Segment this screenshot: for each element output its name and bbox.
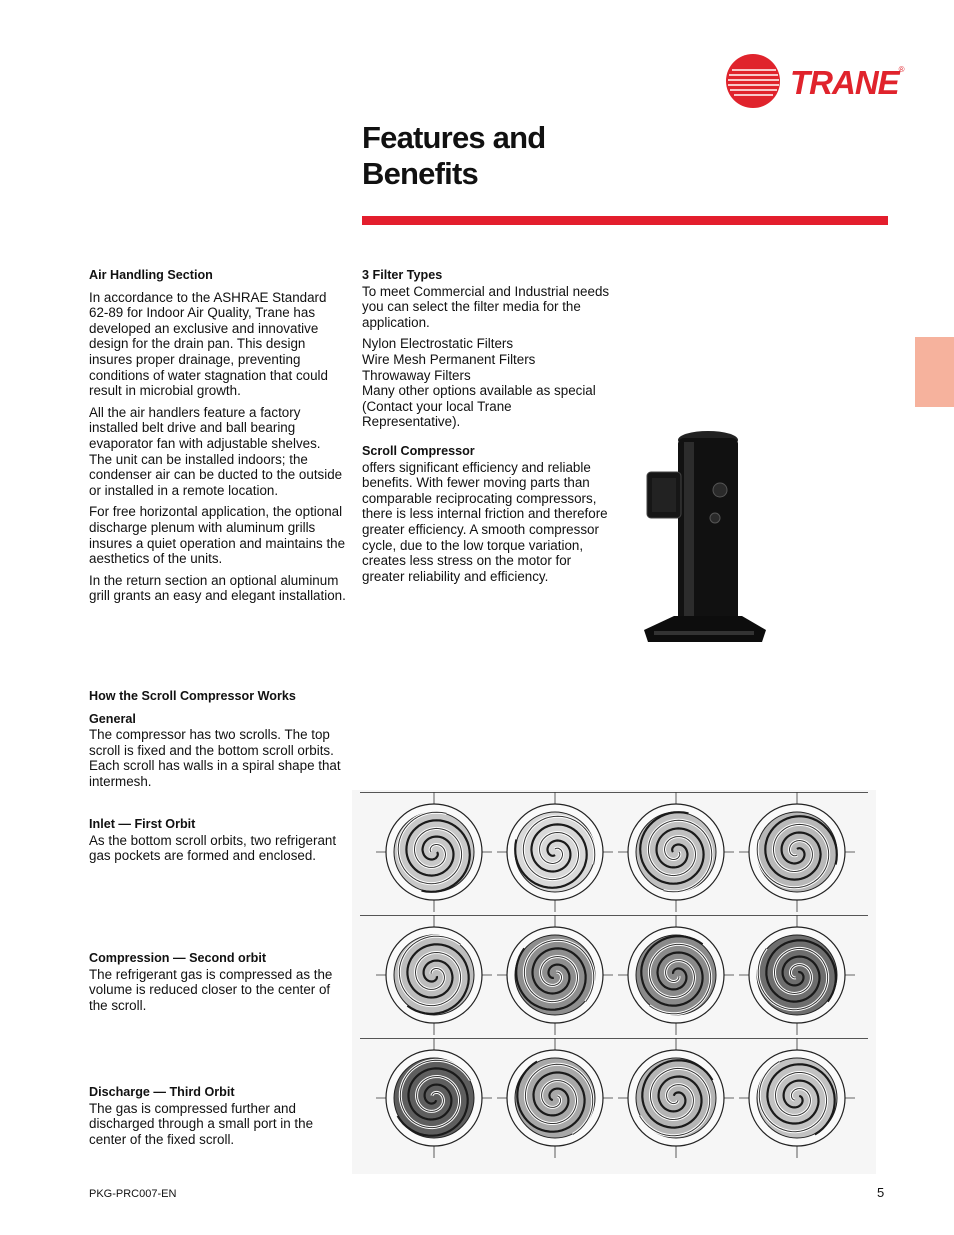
brand-wordmark: TRANE® [790, 64, 904, 101]
scroll-orbit-figure [376, 915, 492, 1035]
filter-list [362, 336, 612, 430]
scroll-orbit-figure [739, 792, 855, 912]
scroll-orbit-figure [376, 1038, 492, 1158]
scroll-orbit-figure [618, 1038, 734, 1158]
scroll-compressor-heading: Scroll Compressor [362, 443, 475, 458]
scroll-orbit-figure [618, 792, 734, 912]
step-compression [89, 951, 347, 1013]
step-heading: Inlet — First Orbit [89, 817, 196, 831]
step-heading: Compression — Second orbit [89, 951, 267, 965]
section-tab [915, 337, 954, 407]
scroll-orbit-figure [739, 915, 855, 1035]
scroll-compressor-text: offers significant efficiency and reliable benefits. With fewer moving parts than comparable reciprocating compressors, there is less internal friction and therefore greater efficiency. A smooth compressor cycle, due to the low torque variation, creates less stress on the motor for greater reliability and efficiency. [362, 459, 608, 584]
step-heading: Discharge — Third Orbit [89, 1085, 235, 1099]
filter-item: Nylon Electrostatic Filters [362, 336, 514, 352]
step-discharge [89, 1085, 347, 1147]
step-text: The refrigerant gas is compressed as the volume is reduced closer to the center of the scroll. [89, 966, 333, 1013]
page-title-line-1: Features and [362, 120, 546, 155]
page-title-line-2: Benefits [362, 156, 478, 191]
scroll-orbit-figure [497, 915, 613, 1035]
filters-heading: 3 Filter Types [362, 268, 443, 282]
filter-item: Wire Mesh Permanent Filters [362, 351, 536, 367]
filter-item: Throwaway Filters [362, 367, 471, 383]
air-handling-paragraph: All the air handlers feature a factory installed belt drive and ball bearing evaporator fan with adjustable shelves. The unit can be installed indoors; the condenser air can be ducted to the outside or installed in a remote location. [89, 404, 343, 498]
step-inlet [89, 817, 347, 864]
page-number: 5 [877, 1185, 885, 1200]
scroll-diagram-canvas [352, 790, 876, 1174]
general-heading: General [89, 711, 136, 726]
scroll-orbit-figure [618, 915, 734, 1035]
air-handling-heading: Air Handling Section [89, 268, 213, 282]
trane-logo-icon [726, 54, 780, 108]
general-text: The compressor has two scrolls. The top scroll is fixed and the bottom scroll orbits. Each scroll has walls in a spiral shape that intermesh. [89, 727, 341, 789]
how-it-works-heading: How the Scroll Compressor Works [89, 689, 296, 703]
step-text: The gas is compressed further and discharged through a small port in the center of the fixed scroll. [89, 1100, 314, 1147]
scroll-orbit-figure [497, 792, 613, 912]
scroll-orbit-figure [739, 1038, 855, 1158]
page-title [362, 120, 545, 192]
filters-and-compressor-section [362, 268, 612, 584]
title-divider [362, 216, 888, 225]
air-handling-paragraph: For free horizontal application, the optional discharge plenum with aluminum grills insures a quiet operation and maintains the aesthetics of the units. [89, 504, 346, 567]
scroll-orbit-figure [497, 1038, 613, 1158]
filters-intro: To meet Commercial and Industrial needs you can select the filter media for the application. [362, 283, 610, 330]
how-it-works-section [89, 689, 347, 790]
scroll-orbit-diagram [352, 790, 876, 1174]
air-handling-section [89, 268, 347, 610]
document-code: PKG-PRC007-EN [89, 1188, 177, 1200]
filter-item: Many other options available as special (Contact your local Trane Representative). [362, 383, 596, 430]
step-text: As the bottom scroll orbits, two refrigerant gas pockets are formed and enclosed. [89, 832, 337, 864]
air-handling-paragraph: In accordance to the ASHRAE Standard 62-89 for Indoor Air Quality, Trane has developed an exclusive and innovative design for the drain pan. This design insures proper drainage, preventing conditions of water stagnation that could result in microbial growth. [89, 289, 328, 399]
air-handling-paragraph: In the return section an optional aluminum grill grants an easy and elegant installation. [89, 572, 346, 604]
scroll-orbit-figure [376, 792, 492, 912]
scroll-compressor-image [638, 428, 770, 650]
